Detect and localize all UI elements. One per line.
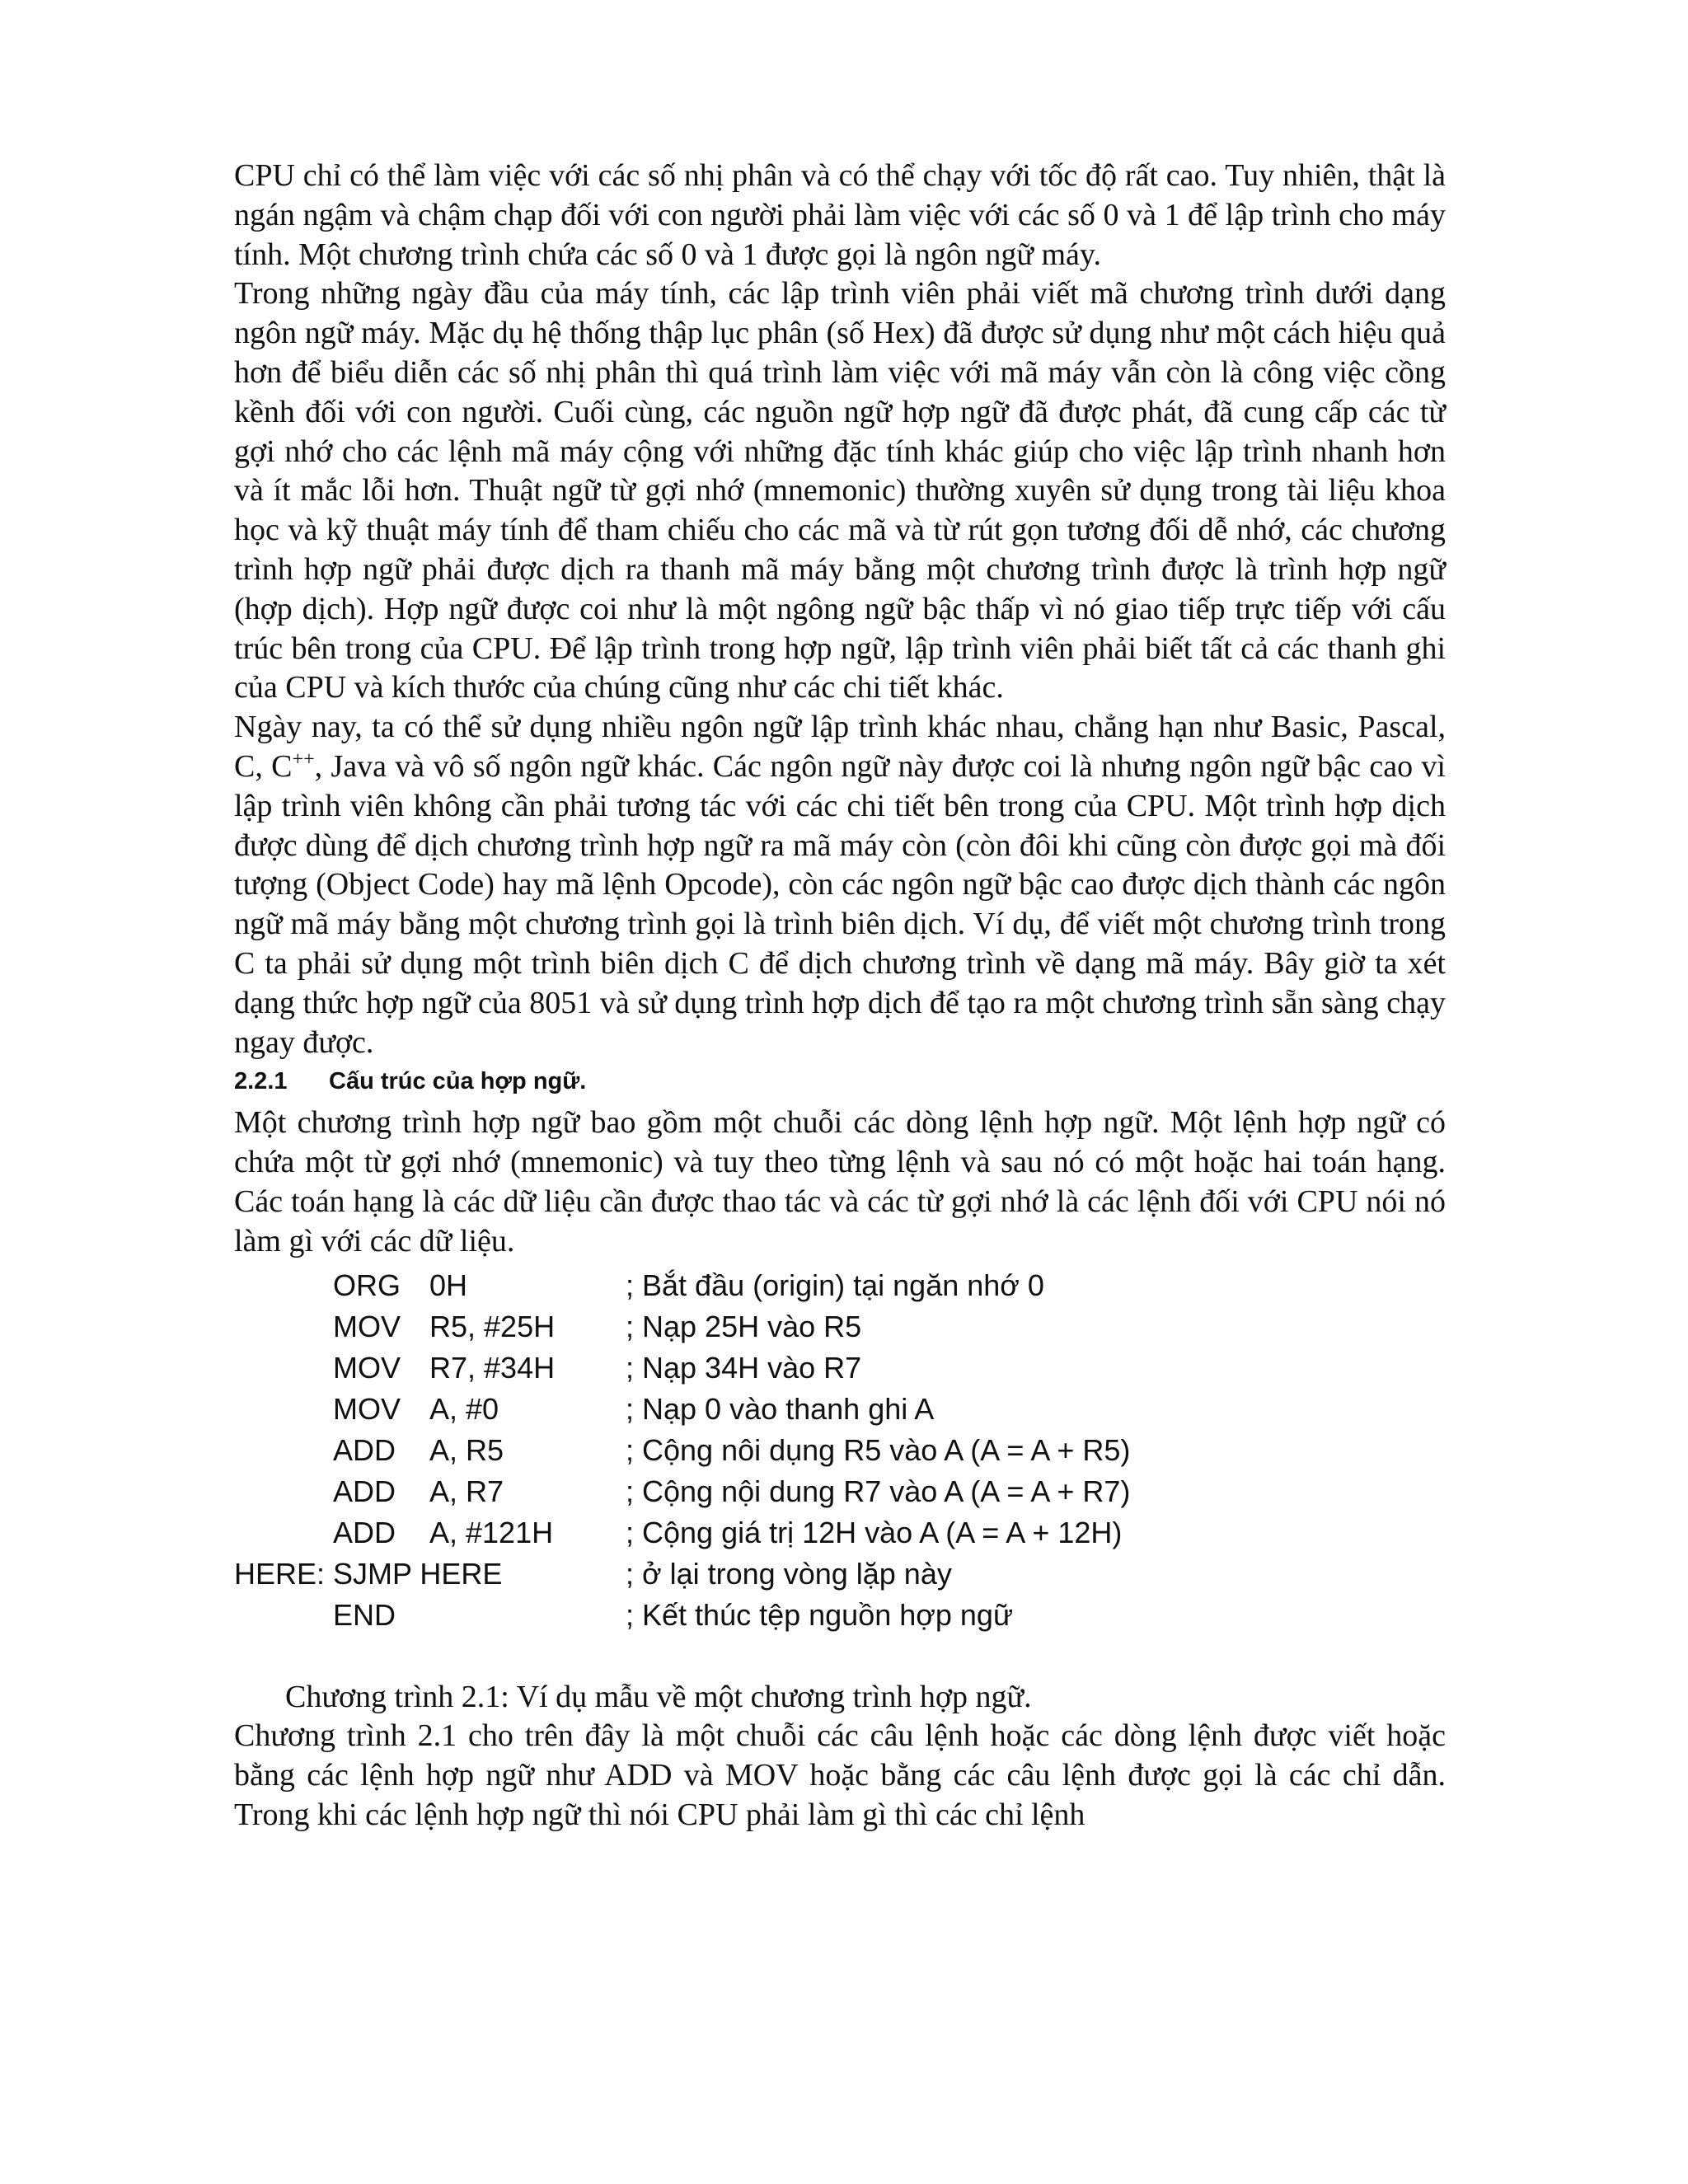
code-line: [234, 1512, 1446, 1554]
program-caption: Chương trình 2.1: Ví dụ mẫu về một chương trình hợp ngữ.: [285, 1679, 1032, 1714]
section-number: 2.2.1: [234, 1068, 288, 1095]
section-heading: [234, 1064, 1446, 1099]
code-mnemonic: ADD: [333, 1474, 396, 1508]
code-comment: ; Cộng nôi dụng R5 vào A (A = A + R5): [626, 1432, 1131, 1467]
code-comment: ; Cộng giá trị 12H vào A (A = A + 12H): [626, 1515, 1123, 1549]
code-comment: ; ở lại trong vòng lặp này: [626, 1556, 952, 1591]
code-operands: R5, #25H: [429, 1309, 556, 1343]
code-line: [234, 1595, 1446, 1636]
code-line: [234, 1471, 1446, 1512]
code-comment: ; Kết thúc tệp nguồn hợp ngữ: [626, 1597, 1014, 1632]
code-label: HERE: SJMP HERE: [234, 1556, 503, 1591]
paragraph-program-explanation: Chương trình 2.1 cho trên đây là một chuỗi các câu lệnh hoặc các dòng lệnh được viết hoặc bằng các lệnh hợp ngữ như ADD và MOV hoặc bằng các câu lệnh được gọi là các chỉ dẫn. Trong khi các lệnh hợp ngữ thì nói CPU phải làm gì thì các chỉ lệnh: [234, 1718, 1446, 1832]
code-operands: A, R7: [429, 1474, 504, 1508]
code-comment: ; Bắt đầu (origin) tại ngăn nhớ 0: [626, 1268, 1044, 1302]
page-content: [234, 157, 1446, 1835]
code-mnemonic: ADD: [333, 1515, 396, 1549]
code-line: [234, 1430, 1446, 1471]
code-operands: R7, #34H: [429, 1350, 556, 1385]
code-line: [234, 1306, 1446, 1347]
code-comment: ; Nạp 0 vào thanh ghi A: [626, 1391, 935, 1426]
code-operands: A, R5: [429, 1432, 504, 1467]
code-listing: [234, 1265, 1446, 1636]
code-operands: A, #121H: [429, 1515, 554, 1549]
code-operands: 0H: [429, 1268, 468, 1302]
code-line: [234, 1389, 1446, 1430]
paragraph-text-part: Ngày nay, ta có thể sử dụng nhiều ngôn ngữ lập trình khác nhau, chẳng hạn như Basic, Pascal, C, C: [234, 710, 1446, 784]
code-mnemonic: END: [333, 1597, 396, 1632]
code-mnemonic: MOV: [333, 1350, 401, 1385]
section-title: Cấu trúc của hợp ngữ.: [329, 1068, 587, 1095]
code-mnemonic: MOV: [333, 1309, 401, 1343]
paragraph-high-level-languages: [234, 708, 1446, 1062]
code-line: [234, 1265, 1446, 1306]
code-line: [234, 1554, 1446, 1595]
code-line: [234, 1347, 1446, 1389]
code-comment: ; Nạp 34H vào R7: [626, 1350, 862, 1385]
code-mnemonic: ORG: [333, 1268, 401, 1302]
code-comment: ; Cộng nội dung R7 vào A (A = A + R7): [626, 1474, 1131, 1508]
code-operands: A, #0: [429, 1391, 499, 1426]
paragraph-assembly-history: Trong những ngày đầu của máy tính, các lập trình viên phải viết mã chương trình dưới dạng ngôn ngữ máy. Mặc dụ hệ thống thập lục phân (số Hex) đã được sử dụng như một cách hiệu quả hơn để biểu diễn các số nhị phân thì quá trình làm việc với mã máy vẫn còn là công việc cồng kềnh đối với con người. Cuối cùng, các nguồn ngữ hợp ngữ đã được phát, đã cung cấp các từ gợi nhớ cho các lệnh mã máy cộng với những đặc tính khác giúp cho việc lập trình nhanh hơn và ít mắc lỗi hơn. Thuật ngữ từ gợi nhớ (mnemonic) thường xuyên sử dụng trong tài liệu khoa học và kỹ thuật máy tính để tham chiếu cho các mã và từ rút gọn tương đối dễ nhớ, các chương trình hợp ngữ phải được dịch ra thanh mã máy bằng một chương trình được là trình hợp ngữ (hợp dịch). Hợp ngữ được coi như là một ngông ngữ bậc thấp vì nó giao tiếp trực tiếp với cấu trúc bên trong của CPU. Để lập trình trong hợp ngữ, lập trình viên phải biết tất cả các thanh ghi của CPU và kích thước của chúng cũng như các chi tiết khác.: [234, 276, 1446, 705]
paragraph-machine-language: CPU chỉ có thể làm việc với các số nhị phân và có thể chạy với tốc độ rất cao. Tuy nhiên, thật là ngán ngậm và chậm chạp đối với con người phải làm việc với các số 0 và 1 để lập trình cho máy tính. Một chương trình chứa các số 0 và 1 được gọi là ngôn ngữ máy.: [234, 158, 1446, 272]
superscript-plus: ++: [292, 748, 315, 771]
code-mnemonic: ADD: [333, 1432, 396, 1467]
code-mnemonic: MOV: [333, 1391, 401, 1426]
paragraph-text-part: , Java và vô số ngôn ngữ khác. Các ngôn ngữ này được coi là nhưng ngôn ngữ bậc cao vì lập trình viên không cần phải tương tác với các chi tiết bên trong của CPU. Một trình hợp dịch được dùng để dịch chương trình hợp ngữ ra mã máy còn (còn đôi khi cũng còn được gọi mà đối tượng (Object Code) hay mã lệnh Opcode), còn các ngôn ngữ bậc cao được dịch thành các ngôn ngữ mã máy bằng một chương trình gọi là trình biên dịch. Ví dụ, để viết một chương trình trong C ta phải sử dụng một trình biên dịch C để dịch chương trình về dạng mã máy. Bây giờ ta xét dạng thức hợp ngữ của 8051 và sử dụng trình hợp dịch để tạo ra một chương trình sẵn sàng chạy ngay được.: [234, 748, 1446, 1060]
code-comment: ; Nạp 25H vào R5: [626, 1309, 862, 1343]
paragraph-assembly-structure: Một chương trình hợp ngữ bao gồm một chuỗi các dòng lệnh hợp ngữ. Một lệnh hợp ngữ có chứa một từ gợi nhớ (mnemonic) và tuy theo từng lệnh và sau nó có một hoặc hai toán hạng. Các toán hạng là các dữ liệu cần được thao tác và các từ gợi nhớ là các lệnh đối với CPU nói nó làm gì với các dữ liệu.: [234, 1105, 1446, 1258]
